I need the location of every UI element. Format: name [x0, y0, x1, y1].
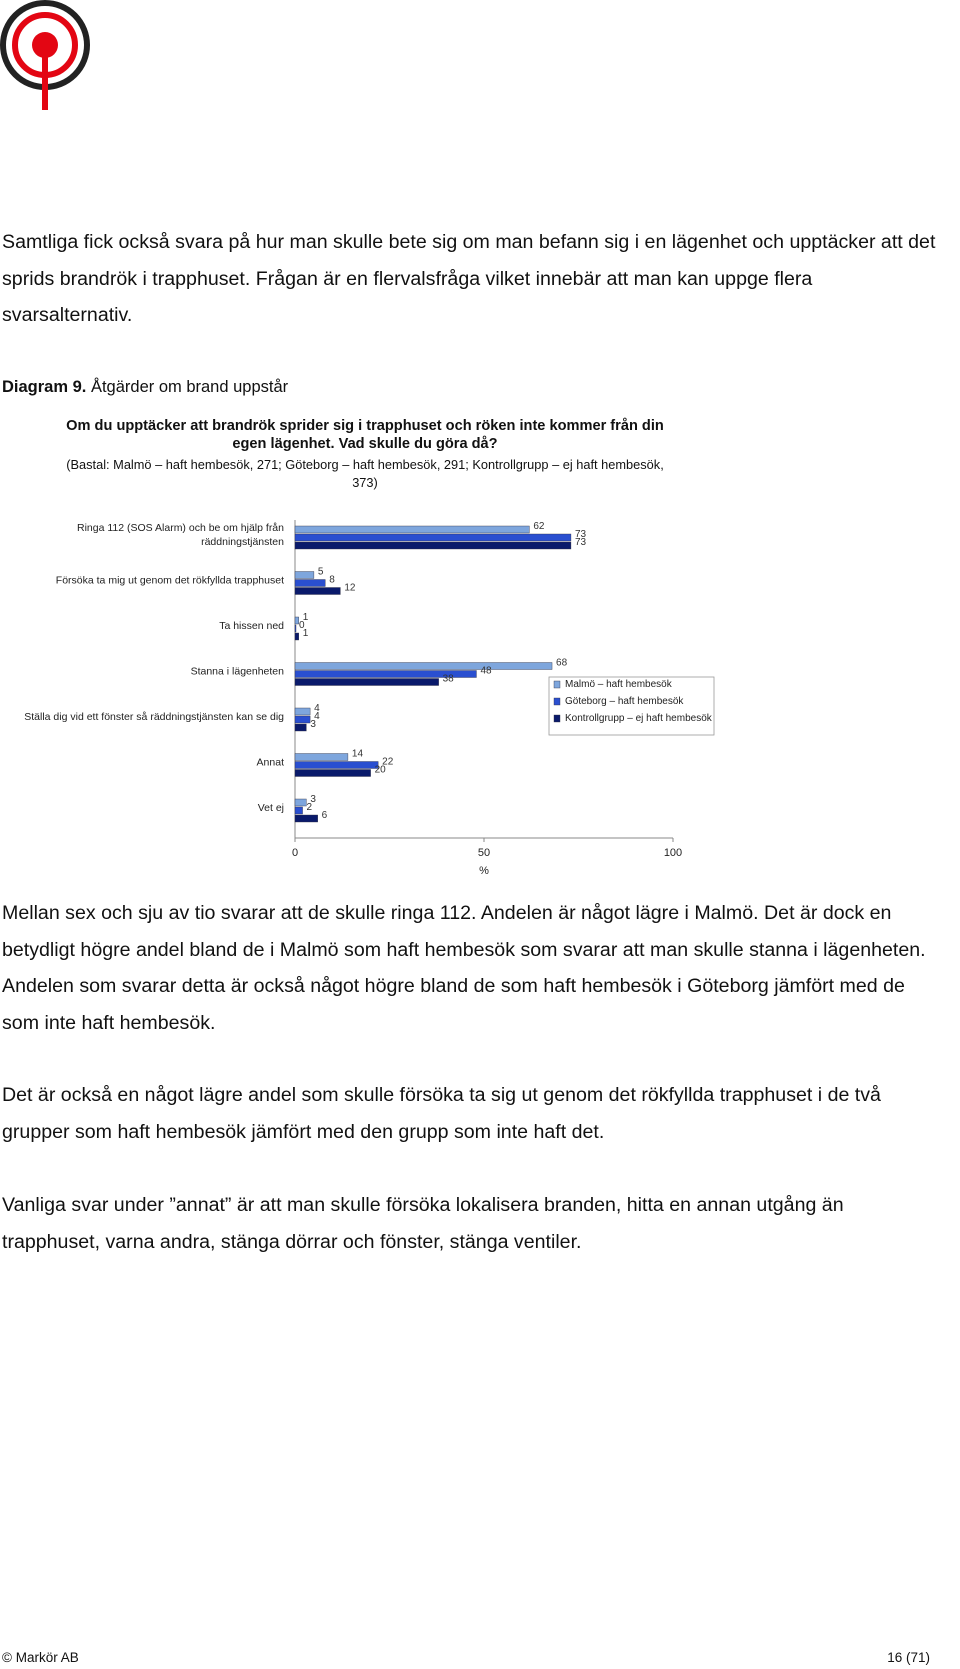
- diagram-caption-text: Åtgärder om brand uppstår: [86, 378, 289, 396]
- data-label: 3: [310, 794, 316, 805]
- data-label: 38: [442, 673, 454, 685]
- paragraph-1: Mellan sex och sju av tio svarar att de skulle ringa 112. Andelen är något lägre i Malmö. Det är dock en betydligt högre andel bland de i Malmö som haft hembesök som svarar att man skulle stanna i lägenheten. Andelen som svarar detta är också något högre bland de som haft hembesök i Göteborg jämfört med de som inte haft hembesök.: [2, 902, 926, 1034]
- bar: [295, 542, 571, 549]
- data-label: 20: [374, 764, 386, 776]
- intro-paragraph: Samtliga fick också svara på hur man skulle bete sig om man befann sig i en lägenhet och upptäcker att det sprids brandrök i trapphuset. Frågan är en flervalsfråga vilket innebär att man kan uppge flera svarsalternativ.: [2, 231, 936, 326]
- bar: [295, 724, 306, 731]
- bar: [295, 588, 340, 595]
- legend-entry: Kontrollgrupp – ej haft hembesök: [565, 713, 712, 724]
- data-label: 14: [351, 748, 364, 760]
- chart-title: Om du upptäcker att brandrök sprider sig i trapphuset och röken inte kommer från din egen lägenhet. Vad skulle du göra då?: [66, 418, 664, 452]
- x-tick-label: 50: [477, 847, 491, 859]
- bar: [295, 815, 318, 822]
- data-label: 2: [306, 802, 313, 813]
- category-label: Annat: [256, 756, 284, 769]
- data-label: 73: [574, 537, 587, 548]
- bar: [295, 572, 314, 579]
- data-label: 12: [344, 582, 356, 594]
- x-axis-label: %: [479, 865, 489, 875]
- legend-swatch: [554, 698, 560, 705]
- chart-subtitle: (Bastal: Malmö – haft hembesök, 271; Göteborg – haft hembesök, 291; Kontrollgrupp – ej haft hembesök, 373): [66, 457, 664, 490]
- bar: [295, 716, 310, 723]
- category-label: Försöka ta mig ut genom det rökfyllda trapphuset: [55, 574, 284, 587]
- data-label: 48: [480, 665, 492, 677]
- data-label: 5: [317, 566, 324, 578]
- data-label: 4: [314, 703, 320, 714]
- data-label: 22: [382, 756, 394, 768]
- bar: [295, 762, 378, 769]
- bar: [295, 625, 296, 632]
- bar: [295, 770, 371, 777]
- bar: [295, 754, 348, 761]
- diagram-caption: [2, 378, 288, 397]
- data-label: 6: [321, 810, 328, 821]
- bar: [295, 663, 552, 670]
- bar: [295, 679, 439, 686]
- footer-copyright: © Markör AB: [2, 1650, 79, 1665]
- x-tick-label: 0: [291, 847, 299, 859]
- paragraph-3: Vanliga svar under ”annat” är att man skulle försöka lokalisera branden, hitta en annan utgång än trapphuset, varna andra, stänga dörrar och fönster, stänga ventiler.: [2, 1194, 844, 1253]
- paragraph-2: Det är också en något lägre andel som skulle försöka ta sig ut genom det rökfyllda trapphuset i de två grupper som haft hembesök jämfört med den grupp som inte haft det.: [2, 1084, 881, 1143]
- footer-page-number: 16 (71): [887, 1650, 930, 1665]
- bar: [295, 580, 325, 587]
- legend-entry: Malmö – haft hembesök: [565, 679, 672, 690]
- bar: [295, 807, 303, 814]
- data-label: 8: [329, 574, 335, 586]
- bar: [295, 526, 529, 533]
- data-label: 68: [556, 657, 568, 669]
- bar: [295, 534, 571, 541]
- legend-entry: Göteborg – haft hembesök: [565, 696, 684, 707]
- data-label: 1: [302, 612, 309, 623]
- bar: [295, 633, 299, 640]
- data-label: 3: [310, 719, 316, 730]
- x-tick-label: 100: [663, 847, 683, 859]
- category-label: räddningstjänsten: [201, 536, 284, 548]
- category-label: Ta hissen ned: [219, 620, 284, 632]
- category-label: Ringa 112 (SOS Alarm) och be om hjälp från: [77, 522, 284, 534]
- bar: [295, 799, 306, 806]
- logo: [0, 0, 96, 112]
- diagram-number: Diagram 9.: [2, 378, 87, 396]
- bar: [295, 708, 310, 715]
- legend-swatch: [554, 715, 560, 722]
- data-label: 62: [533, 521, 545, 532]
- data-label: 73: [574, 529, 587, 540]
- data-label: 4: [314, 711, 320, 722]
- legend-swatch: [554, 681, 560, 688]
- category-label: Ställa dig vid ett fönster så räddningstjänsten kan se dig: [24, 711, 284, 723]
- data-label: 1: [302, 628, 309, 639]
- data-label: 0: [299, 620, 305, 631]
- category-label: Stanna i lägenheten: [190, 665, 284, 678]
- category-label: Vet ej: [257, 802, 284, 814]
- bar-chart: [0, 515, 960, 875]
